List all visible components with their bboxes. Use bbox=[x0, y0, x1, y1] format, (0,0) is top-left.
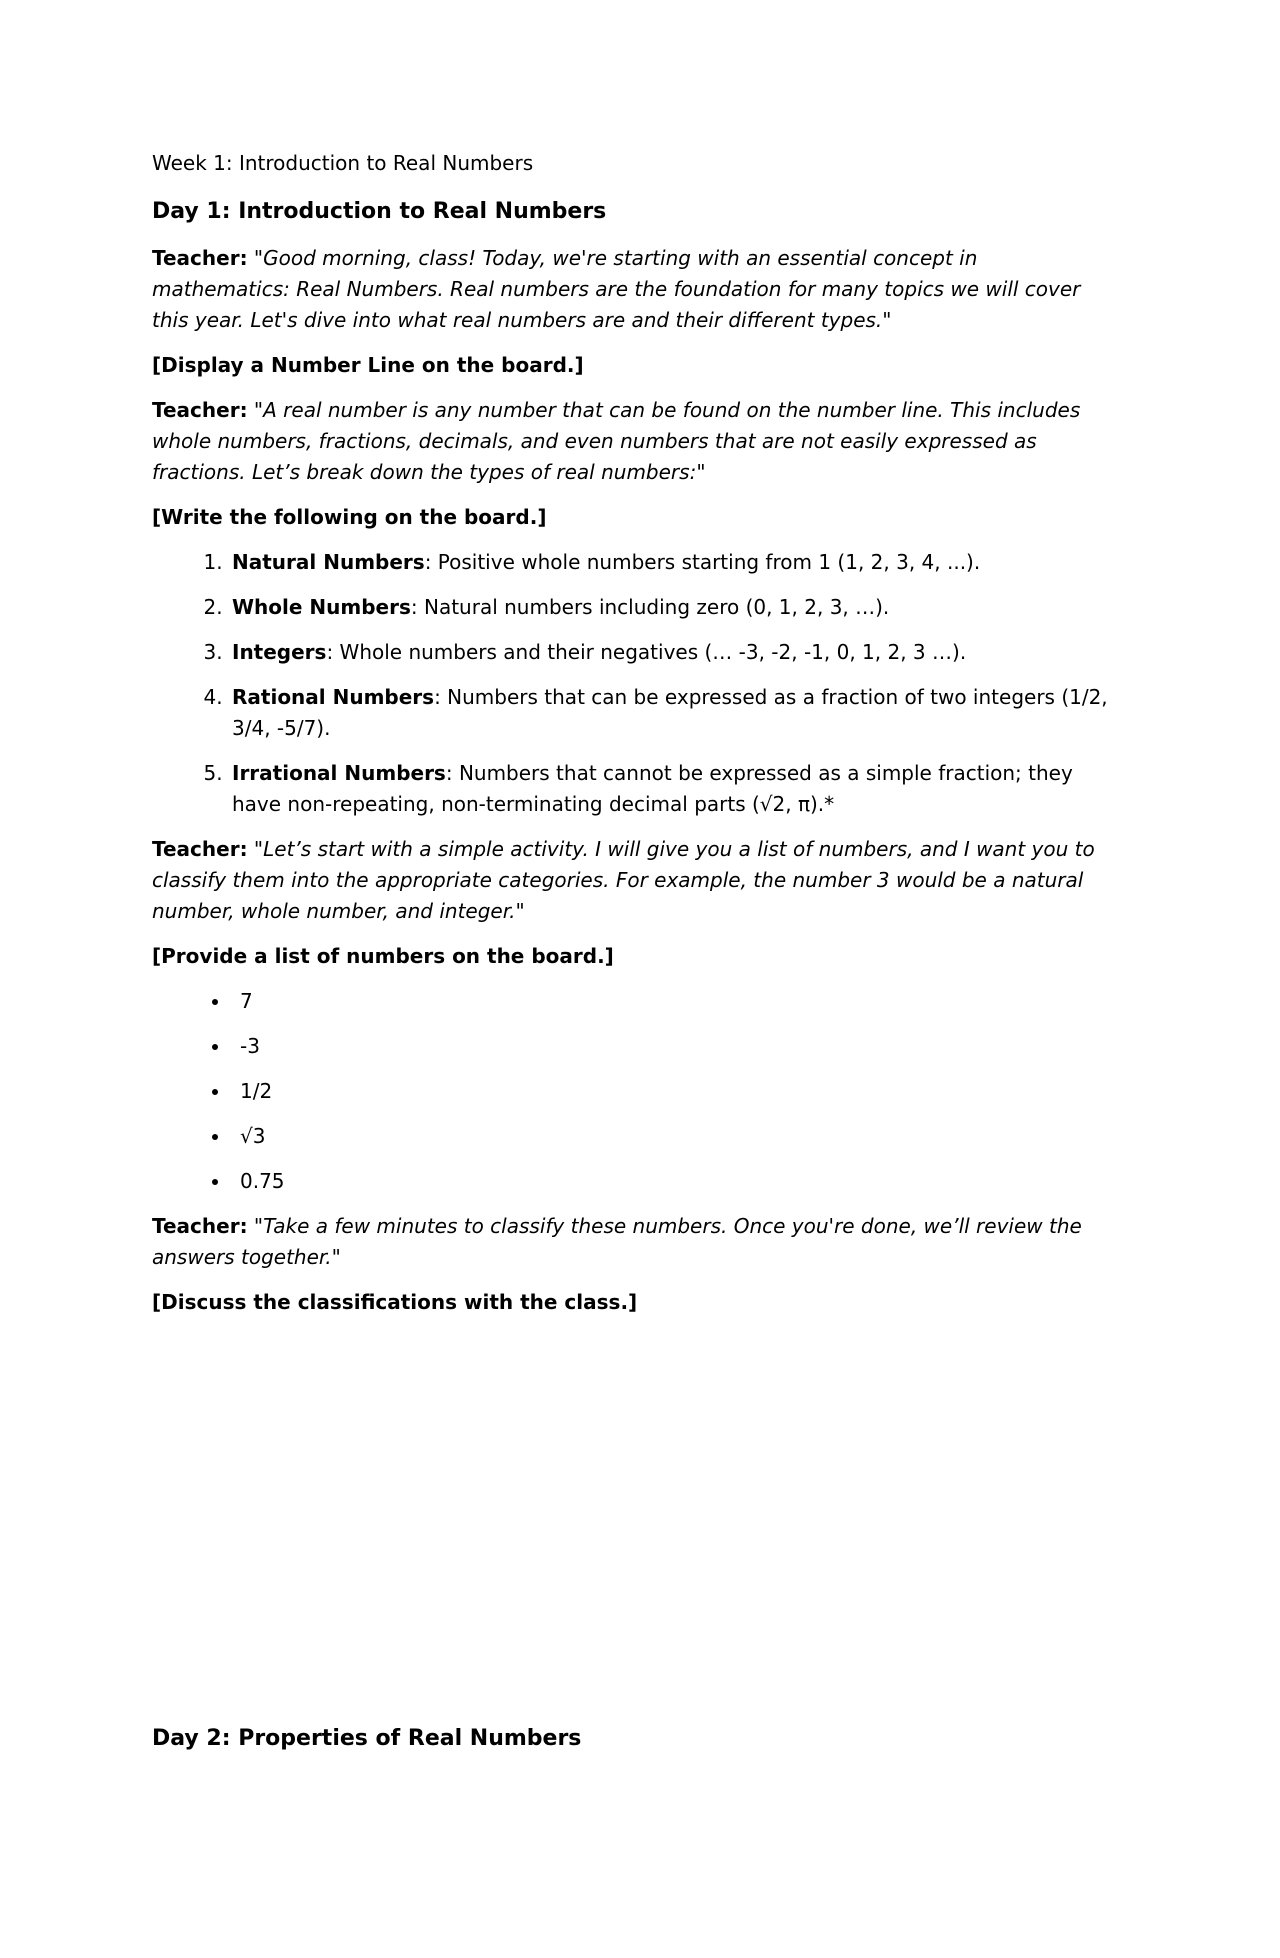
number-types-list bbox=[152, 547, 1112, 820]
list-term: Integers bbox=[232, 640, 327, 664]
teacher-quote: Good morning, class! Today, we're starting with an essential concept in mathematics: Real Numbers. Real numbers are the foundation for many topics we will cover this year. Let's dive into what real numbers are and their different types. bbox=[152, 246, 1081, 332]
quote-close: " bbox=[515, 899, 525, 923]
list-item-rational-numbers bbox=[229, 682, 1112, 744]
teacher-label: Teacher: bbox=[152, 398, 248, 422]
teacher-quote: Let’s start with a simple activity. I will give you a list of numbers, and I want you to classify them into the appropriate categories. For example, the number 3 would be a natural number, whole number, and integer. bbox=[152, 837, 1095, 923]
board-number-item: • -3 bbox=[231, 1031, 1112, 1062]
list-desc: : Positive whole numbers starting from 1 (1, 2, 3, 4, ...). bbox=[424, 550, 981, 574]
quote-open: " bbox=[247, 837, 264, 861]
list-item-integers bbox=[229, 637, 1112, 668]
teacher-label: Teacher: bbox=[152, 837, 248, 861]
list-term: Irrational Numbers bbox=[232, 761, 446, 785]
board-number-item: • 0.75 bbox=[231, 1166, 1112, 1197]
list-item-irrational-numbers bbox=[229, 758, 1112, 820]
list-desc: : Numbers that can be expressed as a fraction of two integers (1/2, 3/4, -5/7). bbox=[232, 685, 1108, 740]
board-number-item: • 1/2 bbox=[231, 1076, 1112, 1107]
quote-open: " bbox=[247, 246, 264, 270]
board-numbers-list bbox=[152, 986, 1112, 1197]
teacher-paragraph-1 bbox=[152, 243, 1112, 336]
board-number-item: • √3 bbox=[231, 1121, 1112, 1152]
teacher-quote: A real number is any number that can be found on the number line. This includes whole numbers, fractions, decimals, and even numbers that are not easily expressed as fractions. Let’s break down the types of real numbers: bbox=[152, 398, 1081, 484]
list-desc: : Numbers that cannot be expressed as a simple fraction; they have non-repeating, non-terminating decimal parts (√2, π).* bbox=[232, 761, 1073, 816]
quote-close: " bbox=[882, 308, 892, 332]
teacher-quote: Take a few minutes to classify these numbers. Once you're done, we’ll review the answers together. bbox=[152, 1214, 1082, 1269]
list-item-natural-numbers bbox=[229, 547, 1112, 578]
quote-open: " bbox=[247, 398, 264, 422]
list-desc: : Whole numbers and their negatives (… -3, -2, -1, 0, 1, 2, 3 …). bbox=[326, 640, 967, 664]
list-item-whole-numbers bbox=[229, 592, 1112, 623]
list-term: Rational Numbers bbox=[232, 685, 435, 709]
teacher-paragraph-3 bbox=[152, 834, 1112, 927]
list-term: Whole Numbers bbox=[232, 595, 411, 619]
stage-direction-write-on-board: [Write the following on the board.] bbox=[152, 505, 547, 529]
day1-heading: Day 1: Introduction to Real Numbers bbox=[152, 199, 607, 224]
teacher-paragraph-2 bbox=[152, 395, 1112, 488]
stage-direction-discuss-classifications: [Discuss the classifications with the class.] bbox=[152, 1290, 638, 1314]
teacher-paragraph-4 bbox=[152, 1211, 1112, 1273]
day2-heading: Day 2: Properties of Real Numbers bbox=[152, 1726, 582, 1751]
list-desc: : Natural numbers including zero (0, 1, 2, 3, …). bbox=[410, 595, 890, 619]
document-content bbox=[152, 148, 1112, 1756]
quote-close: " bbox=[331, 1245, 341, 1269]
list-term: Natural Numbers bbox=[232, 550, 425, 574]
stage-direction-provide-list: [Provide a list of numbers on the board.] bbox=[152, 944, 614, 968]
week-title: Week 1: Introduction to Real Numbers bbox=[152, 151, 534, 175]
quote-open: " bbox=[247, 1214, 264, 1238]
teacher-label: Teacher: bbox=[152, 246, 248, 270]
teacher-label: Teacher: bbox=[152, 1214, 248, 1238]
quote-close: " bbox=[696, 460, 706, 484]
stage-direction-display-number-line: [Display a Number Line on the board.] bbox=[152, 353, 584, 377]
board-number-item: • 7 bbox=[231, 986, 1112, 1017]
